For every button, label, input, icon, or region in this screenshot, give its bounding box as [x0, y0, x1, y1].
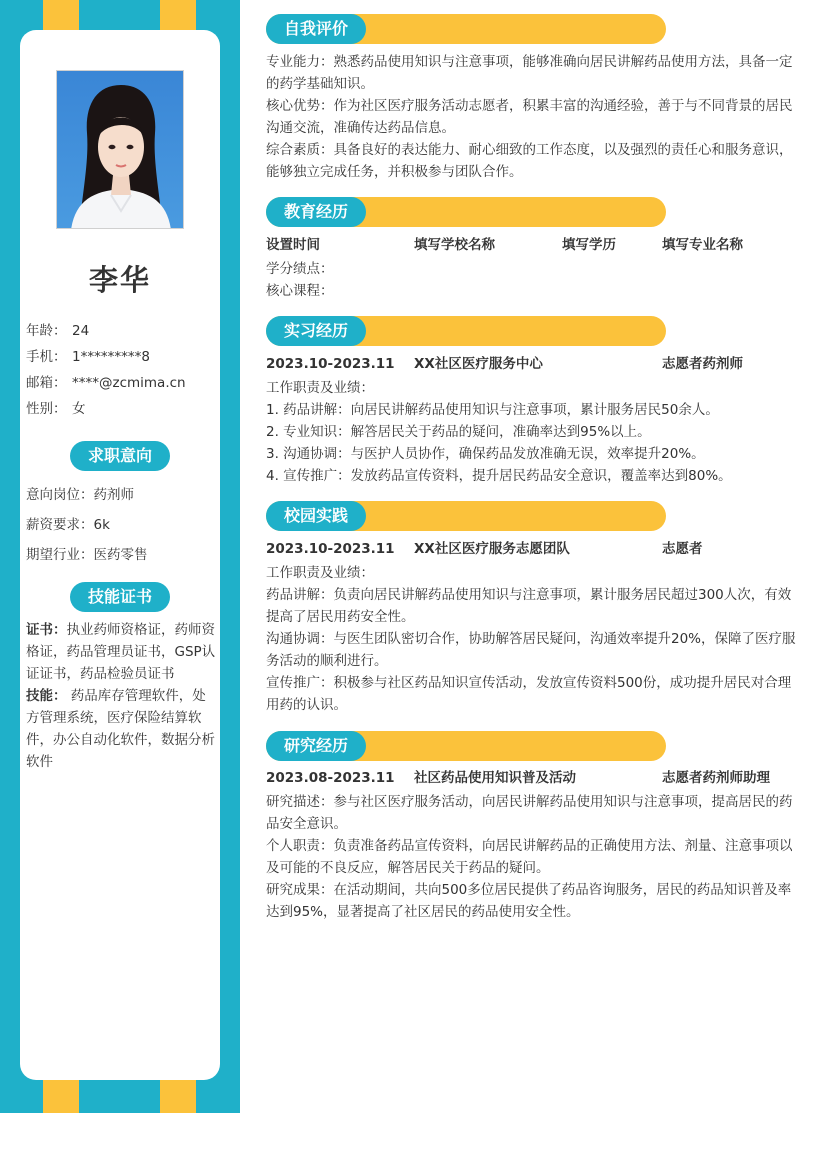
decor-stripe	[160, 1080, 196, 1113]
campus-content	[266, 562, 796, 716]
decor-stripe	[43, 1080, 79, 1113]
self-eval-header	[266, 14, 666, 44]
campus-line: 药品讲解：负责向居民讲解药品使用知识与注意事项，累计服务居民超过300人次，有效提高了居民用药安全性。	[266, 587, 792, 625]
internship-content	[266, 377, 796, 487]
personal-info	[26, 318, 216, 422]
campus-role: 志愿者	[662, 541, 703, 557]
self-eval-paragraph: 专业能力：熟悉药品使用知识与注意事项，能够准确向居民讲解药品使用方法，具备一定的药学基础知识。	[266, 54, 793, 92]
research-org: 社区药品使用知识普及活动	[414, 770, 576, 786]
research-content	[266, 791, 796, 923]
education-title: 教育经历	[266, 197, 366, 227]
self-eval-content	[266, 51, 796, 183]
research-line: 研究描述：参与社区医疗服务活动，向居民讲解药品使用知识与注意事项，提高居民的药品安全意识。	[266, 794, 793, 832]
internship-line: 3. 沟通协调：与医护人员协作，确保药品发放准确无误，效率提升20%。	[266, 446, 705, 462]
info-email: 邮箱： ****@zcmima.cn	[26, 375, 186, 391]
internship-line: 工作职责及业绩：	[266, 380, 374, 396]
profile-photo	[56, 70, 184, 229]
self-eval-paragraph: 综合素质：具备良好的表达能力、耐心细致的工作态度，以及强烈的责任心和服务意识，能够独立完成任务，并积极参与团队合作。	[266, 142, 793, 180]
research-header	[266, 731, 666, 761]
job-intent-position: 意向岗位：药剂师	[26, 487, 134, 503]
internship-header	[266, 316, 666, 346]
research-line: 研究成果：在活动期间，共向500多位居民提供了药品咨询服务，居民的药品知识普及率达到95%，显著提高了社区居民的药品使用安全性。	[266, 882, 792, 920]
info-phone: 手机： 1*********8	[26, 349, 150, 365]
education-gpa: 学分绩点：	[266, 261, 334, 277]
research-time: 2023.08-2023.11	[266, 770, 395, 786]
job-intent-industry: 期望行业：医药零售	[26, 547, 148, 563]
education-school: 填写学校名称	[414, 237, 495, 253]
campus-org: XX社区医疗服务志愿团队	[414, 541, 570, 557]
job-intent-salary: 薪资要求：6k	[26, 517, 110, 533]
research-role: 志愿者药剂师助理	[662, 770, 770, 786]
decor-stripe	[160, 0, 196, 30]
research-title: 研究经历	[266, 731, 366, 761]
research-summary-row	[266, 767, 796, 789]
education-summary-row	[266, 234, 796, 256]
self-eval-paragraph: 核心优势：作为社区医疗服务活动志愿者，积累丰富的沟通经验，善于与不同背景的居民沟通交流，准确传达药品信息。	[266, 98, 793, 136]
self-eval-title: 自我评价	[266, 14, 366, 44]
profile-card	[20, 30, 220, 1080]
internship-line: 1. 药品讲解：向居民讲解药品使用知识与注意事项，累计服务居民50余人。	[266, 402, 719, 418]
skills-heading: 技能证书	[70, 582, 170, 612]
decor-stripe	[43, 0, 79, 30]
education-courses: 核心课程：	[266, 283, 334, 299]
portrait-image	[57, 71, 184, 229]
info-gender: 性别： 女	[26, 401, 86, 417]
campus-time: 2023.10-2023.11	[266, 541, 395, 557]
skills-text: 证书：执业药师资格证，药师资格证，药品管理员证书，GSP认证证书，药品检验员证书 技能： 药品库存管理软件，处方管理系统，医疗保险结算软件，办公自动化软件，数据分析软件	[26, 622, 216, 770]
education-major: 填写专业名称	[662, 237, 743, 253]
internship-role: 志愿者药剂师	[662, 356, 743, 372]
profile-name: 李华	[88, 263, 151, 297]
campus-line: 工作职责及业绩：	[266, 565, 374, 581]
education-degree: 填写学历	[562, 237, 616, 253]
job-intent-list	[26, 480, 216, 570]
campus-line: 沟通协调：与医生团队密切合作，协助解答居民疑问，沟通效率提升20%，保障了医疗服务活动的顺利进行。	[266, 631, 796, 669]
campus-line: 宣传推广：积极参与社区药品知识宣传活动，发放宣传资料500份，成功提升居民对合理用药的认识。	[266, 675, 792, 713]
info-age: 年龄： 24	[26, 323, 90, 339]
internship-org: XX社区医疗服务中心	[414, 356, 543, 372]
education-header	[266, 197, 666, 227]
internship-line: 4. 宣传推广：发放药品宣传资料，提升居民药品安全意识，覆盖率达到80%。	[266, 468, 732, 484]
campus-header	[266, 501, 666, 531]
internship-line: 2. 专业知识：解答居民关于药品的疑问，准确率达到95%以上。	[266, 424, 651, 440]
education-content	[266, 258, 796, 302]
campus-title: 校园实践	[266, 501, 366, 531]
campus-summary-row	[266, 538, 796, 560]
internship-title: 实习经历	[266, 316, 366, 346]
internship-summary-row	[266, 353, 796, 375]
research-line: 个人职责：负责准备药品宣传资料，向居民讲解药品的正确使用方法、剂量、注意事项以及可能的不良反应，解答居民关于药品的疑问。	[266, 838, 793, 876]
sidebar	[0, 0, 240, 1113]
internship-time: 2023.10-2023.11	[266, 356, 395, 372]
education-time: 设置时间	[266, 237, 320, 253]
job-intent-heading: 求职意向	[70, 441, 170, 471]
